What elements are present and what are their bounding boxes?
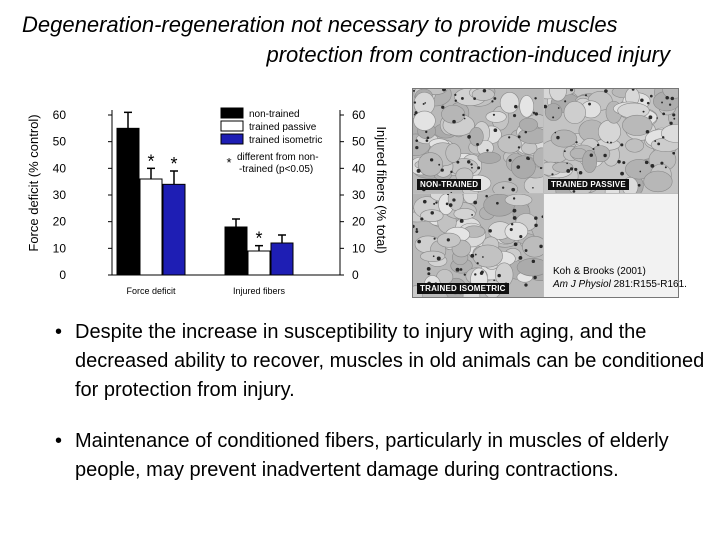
left-axis-title: Force deficit (% control) [26,114,41,252]
citation [553,265,687,291]
category-label: Force deficit [126,286,176,296]
right-tick-label: 10 [352,241,366,256]
bullet-item [55,318,705,405]
bar-trained-isometric-0 [163,184,185,275]
citation-ref: 281:R155-R161. [610,279,687,290]
left-tick-label: 40 [52,161,66,176]
right-tick-label: 50 [352,134,366,149]
left-tick-label: 20 [52,214,66,229]
micrograph-panel-non-trained [413,89,543,193]
right-tick-label: 20 [352,214,366,229]
citation-authors: Koh & Brooks (2001) [553,266,646,277]
left-tick-label: 30 [52,188,66,202]
bar-non-trained-0 [117,128,139,275]
bar-trained-passive-0 [140,179,162,275]
label-trained-isometric: TRAINED ISOMETRIC [417,283,509,294]
legend-swatch [221,108,243,118]
significance-star: * [170,154,178,174]
legend-label: trained passive [249,122,317,133]
citation-journal: Am J Physiol [553,279,611,290]
micrograph-texture [413,89,543,193]
label-non-trained: NON-TRAINED [417,179,481,190]
legend-note-line-2: -trained (p<0.05) [239,164,314,175]
micrograph-texture [544,89,678,193]
bullet-item [55,427,705,485]
micrograph-texture [413,194,543,297]
significance-star: * [147,151,155,172]
bar-trained-isometric-1 [271,243,293,275]
bullet-symbol: • [55,430,63,452]
legend-note-line-1: different from non- [237,152,319,163]
micrograph-panel-trained-passive [544,89,678,193]
right-tick-label: 40 [352,161,366,176]
significance-star: * [255,228,263,249]
left-tick-label: 60 [52,108,66,122]
bar-non-trained-1 [225,227,247,275]
legend-swatch [221,134,243,144]
title-line-2: protection from contraction-induced injury [266,42,670,67]
left-tick-label: 10 [52,241,66,256]
category-label: Injured fibers [232,286,286,296]
right-tick-label: 60 [352,108,366,122]
title-line-1: Degeneration-regeneration not necessary to provide muscles [22,12,618,37]
legend-label: non-trained [249,109,300,120]
label-trained-passive: TRAINED PASSIVE [548,179,629,190]
right-tick-label: 30 [352,188,366,202]
bullet-symbol: • [55,321,63,343]
right-tick-label: 0 [352,268,359,282]
bullet-text: Despite the increase in susceptibility to injury with aging, and the decreased ability to recover, muscles in old animals can be conditioned for protection from injury. [75,321,705,401]
micrograph-panel-trained-isometric [413,194,543,297]
left-tick-label: 0 [59,268,66,282]
bullet-text: Maintenance of conditioned fibers, particularly in muscles of elderly people, may prevent inadvertent damage during contractions. [75,430,669,481]
right-axis-title: Injured fibers (% total) [374,126,389,254]
left-tick-label: 50 [52,134,66,149]
legend-swatch [221,121,243,131]
legend-label: trained isometric [249,135,323,146]
legend-note-star: * [226,155,232,170]
bar-trained-passive-1 [248,251,270,275]
